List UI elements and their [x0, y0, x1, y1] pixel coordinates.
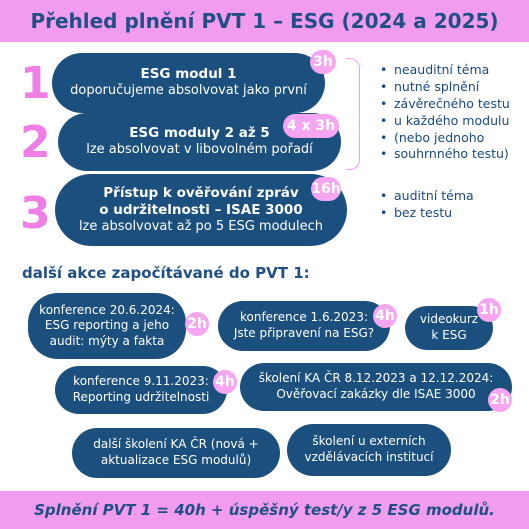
event-external-training: [287, 424, 451, 476]
event-line: k ESG: [431, 328, 467, 342]
modules-bracket: [346, 58, 360, 170]
module-1-number: 1: [20, 58, 51, 109]
page-title: Přehled plnění PVT 1 – ESG (2024 a 2025): [0, 0, 529, 42]
module-3-title-line1: Přístup k ověřování zpráv: [103, 185, 299, 201]
note-item-cont: • závěrečného testu: [380, 96, 526, 113]
event-line: videokurz: [419, 312, 479, 327]
module-1-title: ESG modul 1: [140, 66, 237, 83]
event-line: Jste připravení na ESG?: [233, 326, 375, 340]
event-line: další školení KA ČR (nová +: [93, 437, 259, 452]
event-other-ka-cr-training: [72, 428, 280, 478]
event-training-ka-cr: [240, 363, 512, 411]
event-training-ka-cr-hours: 2h: [488, 388, 512, 412]
module-2-title: ESG moduly 2 až 5: [129, 125, 270, 142]
event-line: ESG reporting a jeho: [44, 318, 170, 333]
note-item: • bez testu: [380, 205, 526, 222]
note-item: • neauditní téma: [380, 62, 526, 79]
event-line: audit: mýty a fakta: [49, 333, 165, 348]
event-line: aktualizace ESG modulů): [100, 453, 252, 467]
event-conference-9-11-2023-hours: 4h: [213, 370, 237, 394]
module-3-number: 3: [20, 188, 51, 239]
module-1-subtitle: doporučujeme absolvovat jako první: [70, 83, 307, 99]
module-3-hours-badge: 16h: [311, 177, 341, 201]
event-line: konference 1.6.2023:: [239, 310, 368, 325]
module-3-pill: [55, 174, 347, 246]
module-2-subtitle: lze absolvovat v libovolném pořadí: [86, 142, 313, 158]
event-conference-20-6-2024-hours: 2h: [185, 312, 209, 336]
event-conference-9-11-2023: [55, 366, 227, 414]
note-item-cont: • (nebo jednoho: [380, 130, 526, 147]
event-line: Ověřovací zakázky dle ISAE 3000: [276, 387, 476, 401]
event-conference-20-6-2024: [28, 293, 186, 359]
module-1-pill: [52, 53, 325, 113]
note-item: • auditní téma: [380, 188, 526, 205]
module-3-subtitle: lze absolvovat až po 5 ESG modulech: [78, 218, 324, 234]
module-3-title-line2: o udržitelnosti – ISAE 3000: [99, 201, 303, 218]
event-conference-1-6-2023: [218, 301, 390, 351]
module-2-hours-badge: 4 x 3h: [283, 114, 339, 138]
note-item-cont: • souhrnného testu): [380, 146, 526, 163]
event-line: konference 20.6.2024:: [39, 302, 175, 317]
event-video-course-hours: 1h: [477, 298, 501, 322]
event-line: školení KA ČR 8.12.2023 a 12.12.2024:: [258, 371, 494, 386]
event-line: konference 9.11.2023:: [73, 374, 209, 389]
event-line: Reporting udržitelnosti: [72, 390, 210, 404]
summary-footer: Splnění PVT 1 = 40h + úspěšný test/y z 5 ESG modulů.: [0, 491, 529, 529]
note-item-cont: • u každého modulu: [380, 113, 526, 130]
module-2-number: 2: [20, 117, 51, 168]
module-notes-bottom: [380, 188, 526, 222]
event-line: školení u externích: [312, 434, 426, 449]
module-1-hours-badge: 3h: [310, 50, 336, 74]
note-item: • nutné splnění: [380, 79, 526, 96]
other-events-heading: další akce započítávané do PVT 1:: [22, 264, 310, 282]
module-notes-top: [380, 62, 526, 163]
event-conference-1-6-2023-hours: 4h: [373, 304, 397, 328]
event-line: vzdělávacích institucí: [304, 450, 434, 464]
